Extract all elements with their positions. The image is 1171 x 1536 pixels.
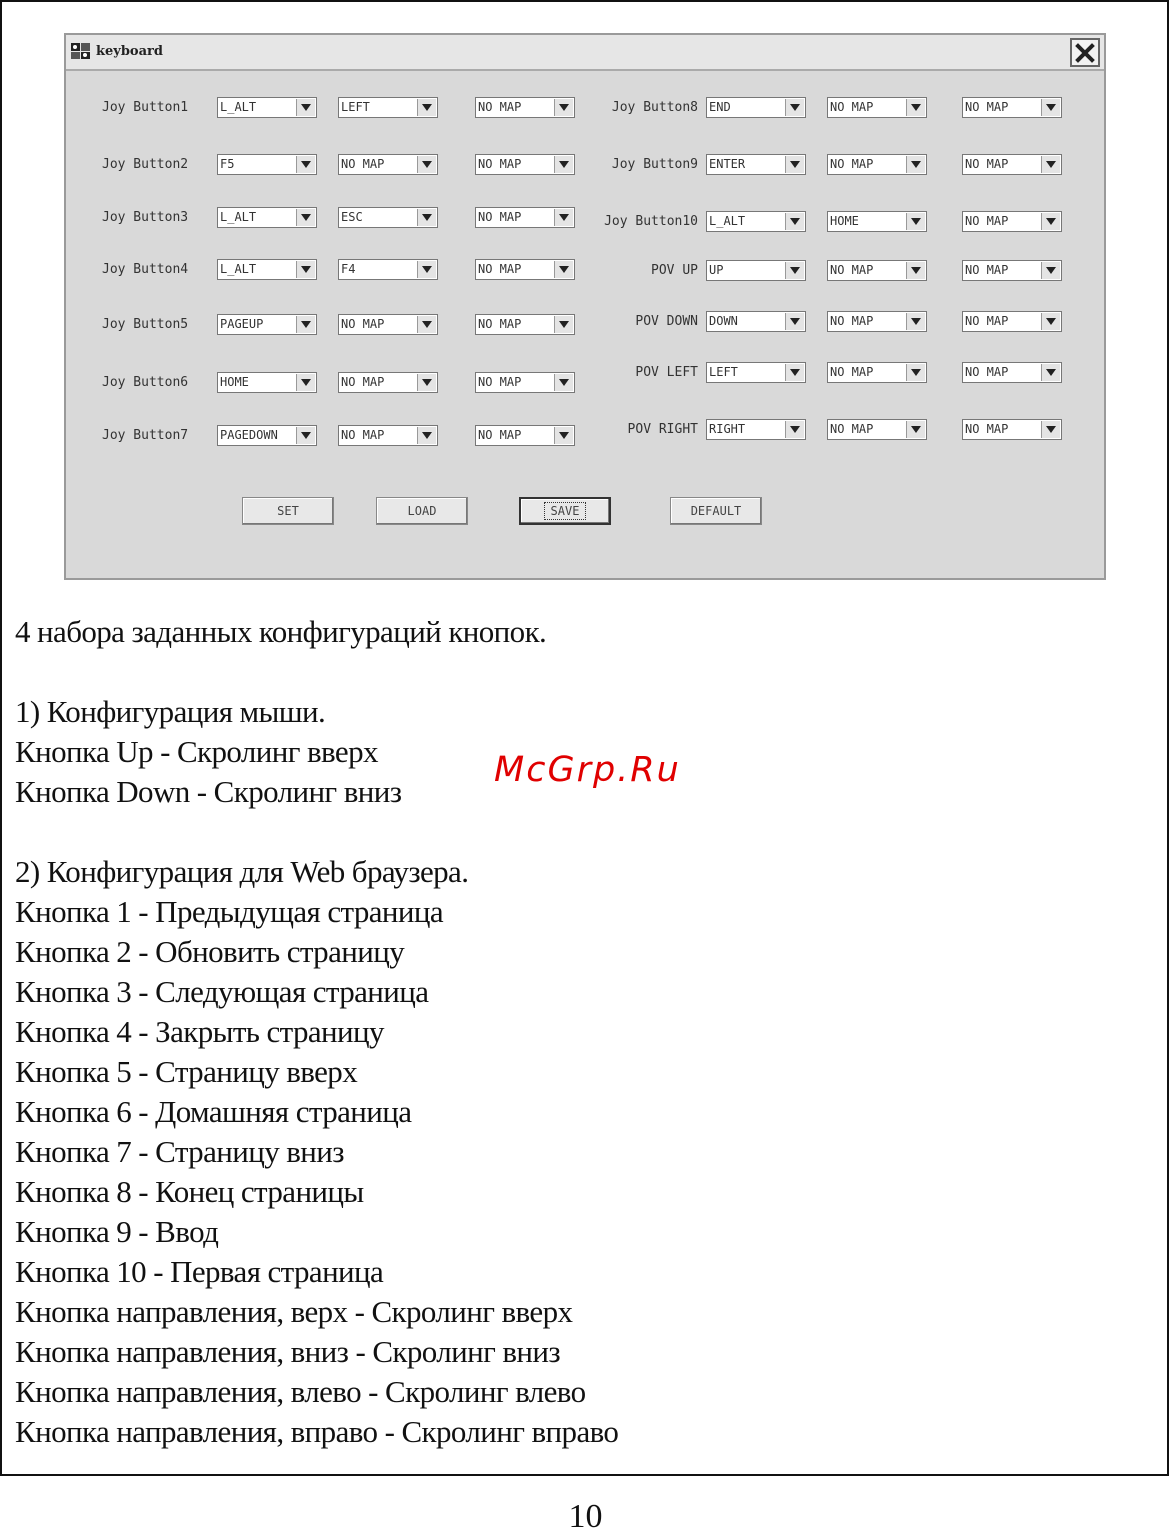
mapping-dropdown[interactable] xyxy=(475,97,575,118)
dropdown-value: NO MAP xyxy=(478,210,522,224)
dropdown-value: NO MAP xyxy=(830,422,874,436)
mapping-dropdown[interactable] xyxy=(827,311,927,332)
close-button[interactable] xyxy=(1070,38,1100,67)
dropdown-value: HOME xyxy=(220,375,249,389)
dropdown-value: LEFT xyxy=(341,100,370,114)
chevron-down-icon[interactable] xyxy=(1041,99,1060,116)
intro-line: 4 набора заданных конфигураций кнопок. xyxy=(15,614,547,649)
chevron-down-icon[interactable] xyxy=(906,421,925,438)
dropdown-value: RIGHT xyxy=(709,422,746,436)
chevron-down-icon[interactable] xyxy=(906,213,925,230)
mapping-dropdown[interactable] xyxy=(706,419,806,440)
dropdown-value: NO MAP xyxy=(830,100,874,114)
chevron-down-icon[interactable] xyxy=(554,99,573,116)
dropdown-value: NO MAP xyxy=(478,157,522,171)
mapping-dropdown[interactable] xyxy=(962,154,1062,175)
mapping-dropdown[interactable] xyxy=(962,260,1062,281)
dropdown-value: NO MAP xyxy=(478,375,522,389)
mapping-dropdown[interactable] xyxy=(338,372,438,393)
default-button-label: DEFAULT xyxy=(690,504,742,518)
mapping-dropdown[interactable] xyxy=(827,419,927,440)
web-config-line: Кнопка 5 - Страницу вверх xyxy=(15,1054,358,1089)
dropdown-value: NO MAP xyxy=(965,214,1009,228)
chevron-down-icon[interactable] xyxy=(785,213,804,230)
web-config-line: Кнопка направления, верх - Скролинг вверх xyxy=(15,1294,573,1329)
chevron-down-icon[interactable] xyxy=(296,374,315,391)
load-button[interactable] xyxy=(376,497,468,525)
web-config-line: Кнопка 3 - Следующая страница xyxy=(15,974,429,1009)
mapping-dropdown[interactable] xyxy=(475,207,575,228)
dropdown-value: UP xyxy=(709,263,724,277)
mapping-dropdown[interactable] xyxy=(338,425,438,446)
dropdown-value: F4 xyxy=(341,262,356,276)
chevron-down-icon[interactable] xyxy=(785,156,804,173)
dropdown-value: NO MAP xyxy=(478,100,522,114)
row-label: POV UP xyxy=(651,263,698,278)
mapping-dropdown[interactable] xyxy=(962,97,1062,118)
dropdown-value: NO MAP xyxy=(478,317,522,331)
dropdown-value: END xyxy=(709,100,731,114)
row-label: Joy Button4 xyxy=(102,262,189,277)
mapping-dropdown[interactable] xyxy=(962,419,1062,440)
mapping-dropdown[interactable] xyxy=(338,207,438,228)
chevron-down-icon[interactable] xyxy=(296,99,315,116)
chevron-down-icon[interactable] xyxy=(785,364,804,381)
chevron-down-icon[interactable] xyxy=(417,427,436,444)
mapping-dropdown[interactable] xyxy=(217,259,317,280)
dropdown-value: LEFT xyxy=(709,365,738,379)
window-title: keyboard xyxy=(96,44,163,59)
dropdown-value: NO MAP xyxy=(341,157,385,171)
dropdown-value: L_ALT xyxy=(709,214,746,228)
keyboard-dialog xyxy=(64,33,1106,580)
dropdown-value: NO MAP xyxy=(478,262,522,276)
row-label: Joy Button8 xyxy=(611,100,698,115)
chevron-down-icon[interactable] xyxy=(906,262,925,279)
mapping-dropdown[interactable] xyxy=(706,97,806,118)
chevron-down-icon[interactable] xyxy=(417,316,436,333)
dropdown-value: ESC xyxy=(341,210,363,224)
dropdown-value: L_ALT xyxy=(220,262,257,276)
mapping-dropdown[interactable] xyxy=(475,154,575,175)
web-config-line: Кнопка 9 - Ввод xyxy=(15,1214,219,1249)
chevron-down-icon[interactable] xyxy=(906,313,925,330)
dropdown-value: NO MAP xyxy=(830,314,874,328)
page-number: 10 xyxy=(568,1498,603,1535)
chevron-down-icon[interactable] xyxy=(1041,262,1060,279)
web-config-line: Кнопка 2 - Обновить страницу xyxy=(15,934,405,969)
chevron-down-icon[interactable] xyxy=(1041,156,1060,173)
mapping-dropdown[interactable] xyxy=(827,211,927,232)
row-label: Joy Button3 xyxy=(102,210,189,225)
chevron-down-icon[interactable] xyxy=(554,374,573,391)
mapping-dropdown[interactable] xyxy=(827,154,927,175)
chevron-down-icon[interactable] xyxy=(296,156,315,173)
web-config-line: Кнопка 8 - Конец страницы xyxy=(15,1174,364,1209)
dropdown-value: NO MAP xyxy=(478,428,522,442)
mapping-dropdown[interactable] xyxy=(962,362,1062,383)
dropdown-value: NO MAP xyxy=(830,157,874,171)
set-button[interactable] xyxy=(242,497,334,525)
chevron-down-icon[interactable] xyxy=(554,261,573,278)
chevron-down-icon[interactable] xyxy=(785,262,804,279)
web-config-line: Кнопка направления, вправо - Скролинг вправо xyxy=(15,1414,619,1449)
dropdown-value: NO MAP xyxy=(830,365,874,379)
dropdown-value: NO MAP xyxy=(341,317,385,331)
chevron-down-icon[interactable] xyxy=(296,427,315,444)
mapping-dropdown[interactable] xyxy=(475,259,575,280)
mapping-dropdown[interactable] xyxy=(706,362,806,383)
mapping-dropdown[interactable] xyxy=(217,154,317,175)
chevron-down-icon[interactable] xyxy=(785,421,804,438)
row-label: Joy Button9 xyxy=(611,157,698,172)
title-bar[interactable] xyxy=(66,35,1104,71)
chevron-down-icon[interactable] xyxy=(785,313,804,330)
save-button-label: SAVE xyxy=(545,503,586,519)
dropdown-value: L_ALT xyxy=(220,100,257,114)
mapping-dropdown[interactable] xyxy=(217,314,317,335)
mouse-config-title: 1) Конфигурация мыши. xyxy=(15,694,326,729)
mapping-dropdown[interactable] xyxy=(475,372,575,393)
dropdown-value: HOME xyxy=(830,214,859,228)
dropdown-value: NO MAP xyxy=(341,428,385,442)
chevron-down-icon[interactable] xyxy=(554,427,573,444)
chevron-down-icon[interactable] xyxy=(417,99,436,116)
chevron-down-icon[interactable] xyxy=(296,316,315,333)
row-label: Joy Button6 xyxy=(102,375,189,390)
dropdown-value: F5 xyxy=(220,157,235,171)
web-config-line: Кнопка направления, вниз - Скролинг вниз xyxy=(15,1334,561,1369)
row-label: POV DOWN xyxy=(635,314,698,329)
web-config-line: Кнопка 6 - Домашняя страница xyxy=(15,1094,412,1129)
mapping-dropdown[interactable] xyxy=(338,97,438,118)
manual-text xyxy=(15,612,1155,1452)
chevron-down-icon[interactable] xyxy=(554,316,573,333)
dropdown-value: NO MAP xyxy=(965,157,1009,171)
row-label: Joy Button5 xyxy=(102,317,189,332)
watermark: McGrp.Ru xyxy=(494,750,681,790)
web-config-title: 2) Конфигурация для Web браузера. xyxy=(15,854,469,889)
mapping-dropdown[interactable] xyxy=(827,362,927,383)
chevron-down-icon[interactable] xyxy=(296,209,315,226)
dropdown-value: PAGEDOWN xyxy=(220,428,278,442)
dropdown-value: PAGEUP xyxy=(220,317,264,331)
mapping-dropdown[interactable] xyxy=(217,372,317,393)
mapping-dropdown[interactable] xyxy=(827,260,927,281)
default-button[interactable] xyxy=(670,497,762,525)
row-label: Joy Button1 xyxy=(102,100,189,115)
chevron-down-icon[interactable] xyxy=(417,156,436,173)
row-label: Joy Button7 xyxy=(102,428,189,443)
chevron-down-icon[interactable] xyxy=(417,209,436,226)
chevron-down-icon[interactable] xyxy=(417,374,436,391)
chevron-down-icon[interactable] xyxy=(1041,213,1060,230)
dropdown-value: NO MAP xyxy=(341,375,385,389)
chevron-down-icon[interactable] xyxy=(1041,364,1060,381)
dropdown-value: NO MAP xyxy=(965,263,1009,277)
row-label: POV LEFT xyxy=(635,365,698,380)
web-config-line: Кнопка 1 - Предыдущая страница xyxy=(15,894,444,929)
row-label: Joy Button10 xyxy=(604,214,698,229)
mapping-dropdown[interactable] xyxy=(217,97,317,118)
load-button-label: LOAD xyxy=(407,504,437,518)
mapping-dropdown[interactable] xyxy=(706,311,806,332)
row-label: Joy Button2 xyxy=(102,157,189,172)
dropdown-value: ENTER xyxy=(709,157,746,171)
mapping-dropdown[interactable] xyxy=(706,154,806,175)
dropdown-value: NO MAP xyxy=(830,263,874,277)
chevron-down-icon[interactable] xyxy=(554,156,573,173)
mapping-dropdown[interactable] xyxy=(475,425,575,446)
row-label: POV RIGHT xyxy=(627,422,698,437)
mapping-dropdown[interactable] xyxy=(962,311,1062,332)
mapping-dropdown[interactable] xyxy=(338,259,438,280)
chevron-down-icon[interactable] xyxy=(906,99,925,116)
mapping-dropdown[interactable] xyxy=(217,425,317,446)
web-config-line: Кнопка 7 - Страницу вниз xyxy=(15,1134,344,1169)
mapping-dropdown[interactable] xyxy=(706,260,806,281)
mapping-dropdown[interactable] xyxy=(338,314,438,335)
dropdown-value: NO MAP xyxy=(965,365,1009,379)
dropdown-value: NO MAP xyxy=(965,100,1009,114)
web-config-line: Кнопка 10 - Первая страница xyxy=(15,1254,384,1289)
web-config-line: Кнопка направления, влево - Скролинг влево xyxy=(15,1374,586,1409)
chevron-down-icon[interactable] xyxy=(296,261,315,278)
chevron-down-icon[interactable] xyxy=(1041,313,1060,330)
save-button[interactable] xyxy=(519,497,611,525)
dropdown-value: NO MAP xyxy=(965,314,1009,328)
chevron-down-icon[interactable] xyxy=(1041,421,1060,438)
mapping-dropdown[interactable] xyxy=(338,154,438,175)
app-icon xyxy=(70,41,92,61)
mapping-dropdown[interactable] xyxy=(706,211,806,232)
mouse-config-line: Кнопка Down - Скролинг вниз xyxy=(15,774,402,809)
mapping-dropdown[interactable] xyxy=(217,207,317,228)
dropdown-value: NO MAP xyxy=(965,422,1009,436)
dropdown-value: DOWN xyxy=(709,314,738,328)
mapping-dropdown[interactable] xyxy=(962,211,1062,232)
set-button-label: SET xyxy=(277,504,299,518)
mouse-config-line: Кнопка Up - Скролинг вверх xyxy=(15,734,378,769)
chevron-down-icon[interactable] xyxy=(417,261,436,278)
chevron-down-icon[interactable] xyxy=(906,156,925,173)
web-config-line: Кнопка 4 - Закрыть страницу xyxy=(15,1014,384,1049)
close-icon xyxy=(1075,43,1095,63)
chevron-down-icon[interactable] xyxy=(906,364,925,381)
chevron-down-icon[interactable] xyxy=(785,99,804,116)
chevron-down-icon[interactable] xyxy=(554,209,573,226)
mapping-dropdown[interactable] xyxy=(475,314,575,335)
mapping-dropdown[interactable] xyxy=(827,97,927,118)
dropdown-value: L_ALT xyxy=(220,210,257,224)
